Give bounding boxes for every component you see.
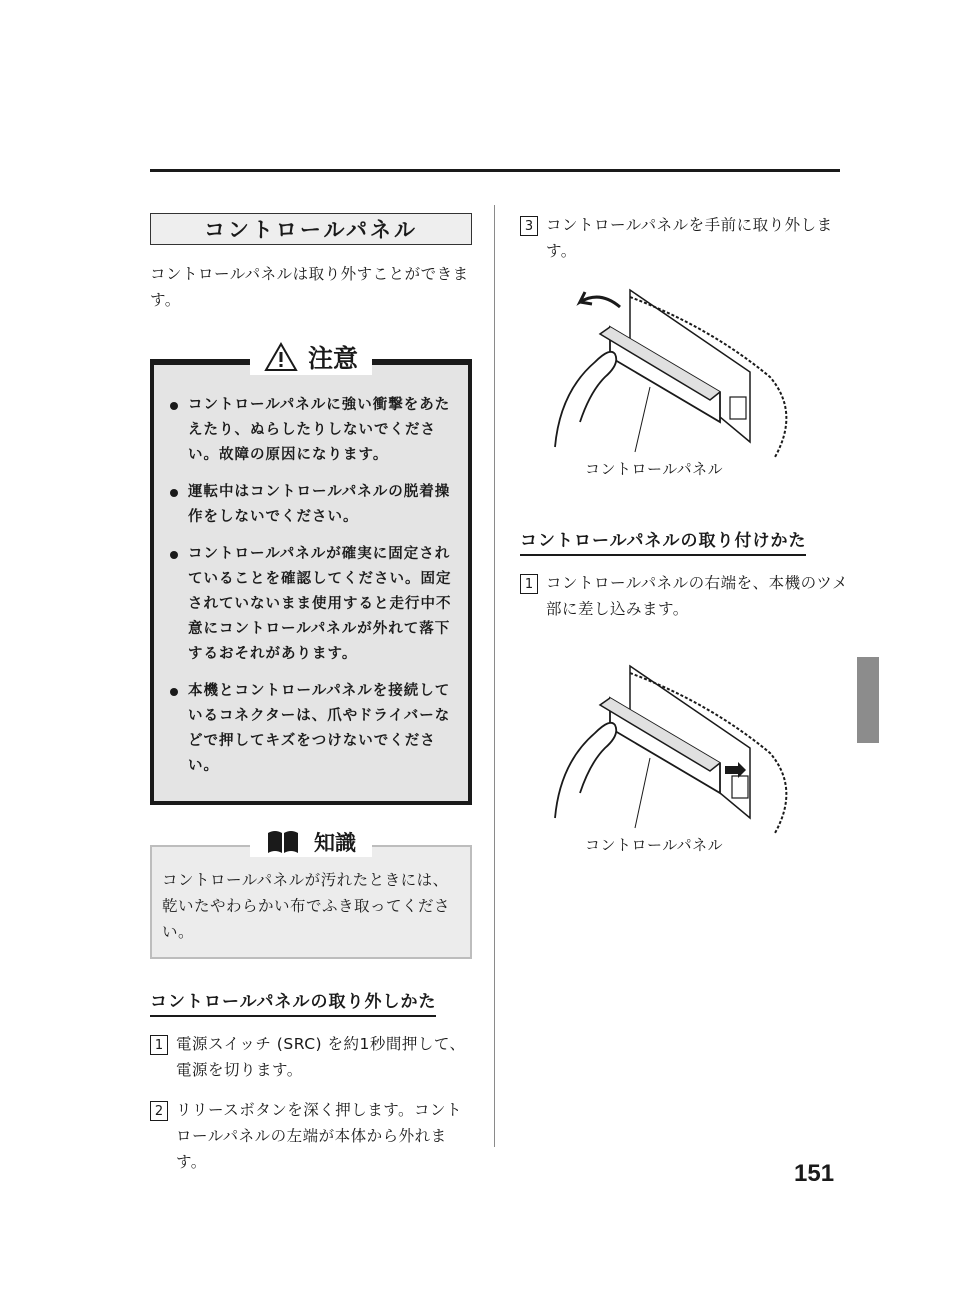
caution-box [150,344,472,805]
info-header [250,827,372,857]
info-text: コントロールパネルが汚れたときには、乾いたやわらかい布でふき取ってください。 [162,871,451,941]
removal-step [150,1097,472,1175]
attach-step [520,570,848,622]
warning-triangle-icon [264,342,298,372]
panel-removal-illustration [520,282,848,482]
chapter-tab [857,657,879,743]
removal-step [520,212,848,264]
step-text: コントロールパネルを手前に取り外します。 [546,216,833,260]
step-text: リリースボタンを深く押します。コントロールパネルの左端が本体から外れます。 [176,1101,462,1171]
open-book-icon [266,829,300,855]
info-title: 知識 [314,831,356,855]
section-title: コントロールパネル [150,213,472,245]
caution-title: 注意 [307,344,359,373]
caution-list [166,393,458,779]
removal-heading: コントロールパネルの取り外しかた [150,987,436,1017]
step-number: 1 [520,574,538,594]
column-divider [494,205,495,1147]
page-number: 151 [794,1160,835,1187]
step-number: 2 [150,1101,168,1121]
caution-item: コントロールパネルに強い衝撃をあたえたり、ぬらしたりしないでください。故障の原因になります。 [166,393,458,468]
attach-heading: コントロールパネルの取り付けかた [520,526,806,556]
removal-step [150,1031,472,1083]
left-column [150,213,472,1175]
info-box [150,831,472,959]
caution-item: 運転中はコントロールパネルの脱着操作をしないでください。 [166,480,458,530]
header-rule [150,169,840,172]
caution-header [250,339,372,375]
step-text: 電源スイッチ (SRC) を約1秒間押して、電源を切ります。 [176,1035,466,1079]
right-column [520,212,848,858]
caution-item: コントロールパネルが確実に固定されていることを確認してください。固定されていないまま使用すると走行中不意にコントロールパネルが外れて落下するおそれがあります。 [166,542,458,667]
figure-caption: コントロールパネル [585,836,724,854]
removal-figure [520,282,848,482]
step-number: 1 [150,1035,168,1055]
figure-caption: コントロールパネル [585,460,724,478]
caution-item: 本機とコントロールパネルを接続しているコネクターは、爪やドライバーなどで押してキズをつけないでください。 [166,679,458,779]
intro-text: コントロールパネルは取り外すことができます。 [150,265,469,309]
attach-figure [520,658,848,858]
panel-attach-illustration [520,658,848,858]
step-text: コントロールパネルの右端を、本機のツメ部に差し込みます。 [546,574,848,618]
step-number: 3 [520,216,538,236]
